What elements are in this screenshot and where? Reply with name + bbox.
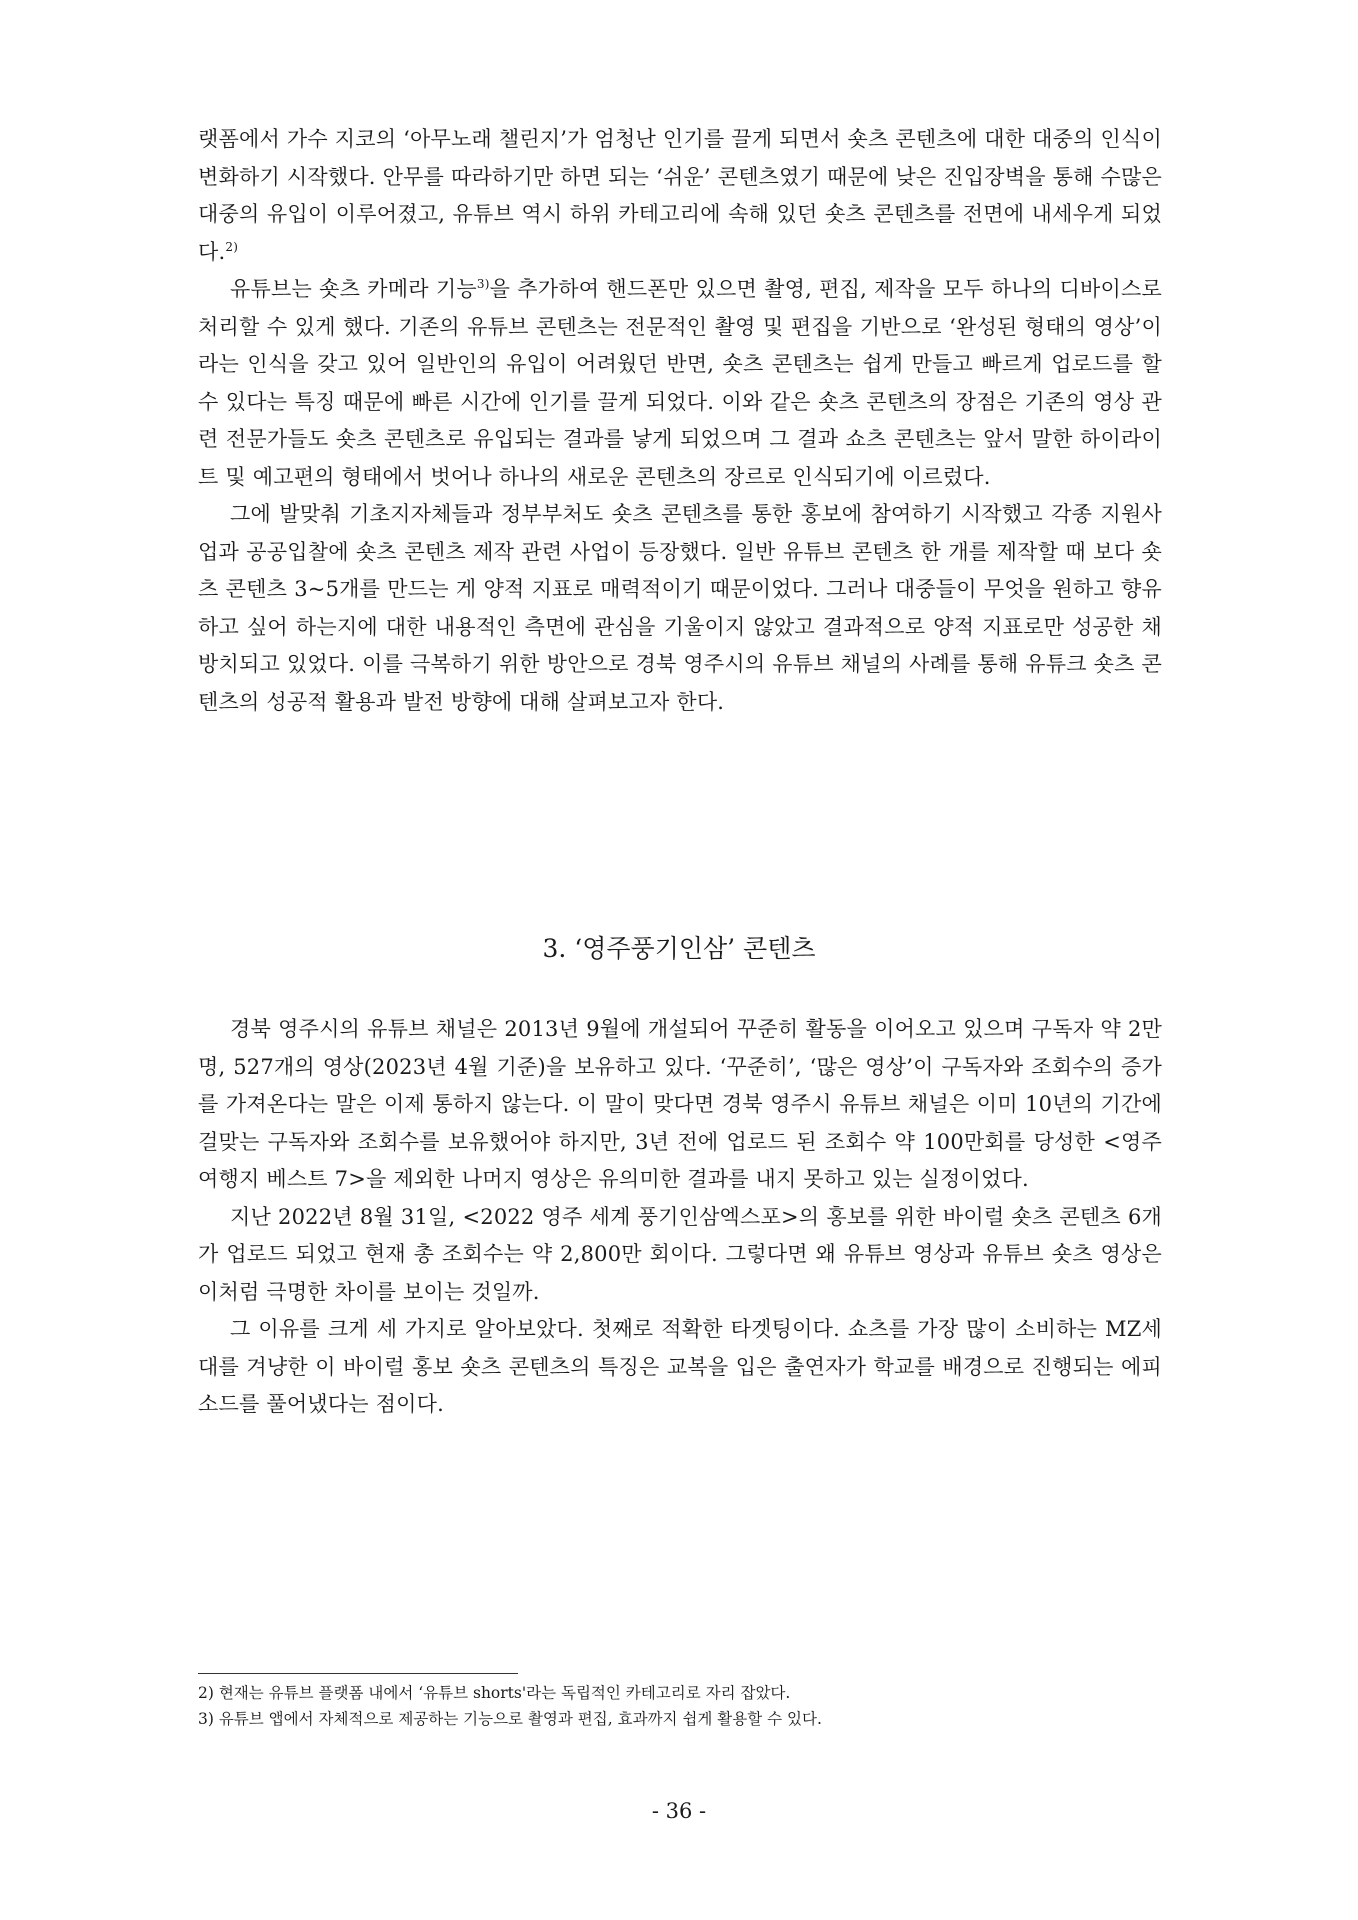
footnote-divider: [198, 1673, 518, 1674]
body-text-block-1: [198, 121, 1162, 721]
footnote-ref-2[interactable]: 2): [225, 239, 239, 254]
paragraph: [198, 271, 1162, 496]
footnote-ref-3[interactable]: 3): [476, 277, 490, 291]
paragraph-text: 랫폼에서 가수 지코의 ‘아무노래 챌린지’가 엄청난 인기를 끌게 되면서 숏츠 콘텐츠에 대한 대중의 인식이 변화하기 시작했다. 안무를 따라하기만 하면 되는 ‘쉬운’ 콘텐츠였기 때문에 낮은 진입장벽을 통해 수많은 대중의 유입이 이루어졌고, 유튜브 역시 하위 카테고리에 속해 있던 숏츠 콘텐츠를 전면에 내세우게 되었다.: [198, 127, 1162, 264]
footnote-3: 3) 유튜브 앱에서 자체적으로 제공하는 기능으로 촬영과 편집, 효과까지 쉽게 활용할 수 있다.: [198, 1710, 822, 1728]
paragraph: [198, 121, 1162, 271]
footnote-2: 2) 현재는 유튜브 플랫폼 내에서 ‘유튜브 shorts'라는 독립적인 카테고리로 자리 잡았다.: [198, 1684, 791, 1702]
paragraph: 지난 2022년 8월 31일, <2022 영주 세계 풍기인삼엑스포>의 홍보를 위한 바이럴 숏츠 콘텐츠 6개가 업로드 되었고 현재 총 조회수는 약 2,800만 회이다. 그렇다면 왜 유튜브 영상과 유튜브 숏츠 영상은 이처럼 극명한 차이를 보이는 것일까.: [198, 1204, 1162, 1304]
paragraph: 그에 발맞춰 기초지자체들과 정부부처도 숏츠 콘텐츠를 통한 홍보에 참여하기 시작했고 각종 지원사업과 공공입찰에 숏츠 콘텐츠 제작 관련 사업이 등장했다. 일반 유튜브 콘텐츠 한 개를 제작할 때 보다 숏츠 콘텐츠 3~5개를 만드는 게 양적 지표로 매력적이기 때문이었다. 그러나 대중들이 무엇을 원하고 향유하고 싶어 하는지에 대한 내용적인 측면에 관심을 기울이지 않았고 결과적으로 양적 지표로만 성공한 채 방치되고 있었다. 이를 극복하기 위한 방안으로 경북 영주시의 유튜브 채널의 사례를 통해 유튜크 숏츠 콘텐츠의 성공적 활용과 발전 방향에 대해 살펴보고자 한다.: [198, 502, 1162, 714]
footnotes: [198, 1680, 1162, 1732]
paragraph-text: 을 추가하여 핸드폰만 있으면 촬영, 편집, 제작을 모두 하나의 디바이스로 처리할 수 있게 했다. 기존의 유튜브 콘텐츠는 전문적인 촬영 및 편집을 기반으로 ‘완성된 형태의 영상’이라는 인식을 갖고 있어 일반인의 유입이 어려웠던 반면, 숏츠 콘텐츠는 쉽게 만들고 빠르게 업로드를 할 수 있다는 특징 때문에 빠른 시간에 인기를 끌게 되었다. 이와 같은 숏츠 콘텐츠의 장점은 기존의 영상 관련 전문가들도 숏츠 콘텐츠로 유입되는 결과를 낳게 되었으며 그 결과 쇼츠 콘텐츠는 앞서 말한 하이라이트 및 예고편의 형태에서 벗어나 하나의 새로운 콘텐츠의 장르로 인식되기에 이르렀다.: [198, 277, 1162, 489]
paragraph-text: 유튜브는 숏츠 카메라 기능: [230, 277, 477, 301]
paragraph: 경북 영주시의 유튜브 채널은 2013년 9월에 개설되어 꾸준히 활동을 이어오고 있으며 구독자 약 2만명, 527개의 영상(2023년 4월 기준)을 보유하고 있다. ‘꾸준히’, ‘많은 영상’이 구독자와 조회수의 증가를 가져온다는 말은 이제 통하지 않는다. 이 말이 맞다면 경북 영주시 유튜브 채널은 이미 10년의 기간에 걸맞는 구독자와 조회수를 보유했어야 하지만, 3년 전에 업로드 된 조회수 약 100만회를 당성한 <영주 여행지 베스트 7>을 제외한 나머지 영상은 유의미한 결과를 내지 못하고 있는 실정이었다.: [198, 1017, 1162, 1191]
section-heading: 3. ‘영주풍기인삼’ 콘텐츠: [542, 934, 816, 963]
paragraph: 그 이유를 크게 세 가지로 알아보았다. 첫째로 적확한 타겟팅이다. 쇼츠를 가장 많이 소비하는 MZ세대를 겨냥한 이 바이럴 홍보 숏츠 콘텐츠의 특징은 교복을 입은 출연자가 학교를 배경으로 진행되는 에피소드를 풀어냈다는 점이다.: [198, 1317, 1162, 1416]
page-number: - 36 -: [651, 1799, 707, 1823]
body-text-block-2: [198, 1011, 1162, 1424]
